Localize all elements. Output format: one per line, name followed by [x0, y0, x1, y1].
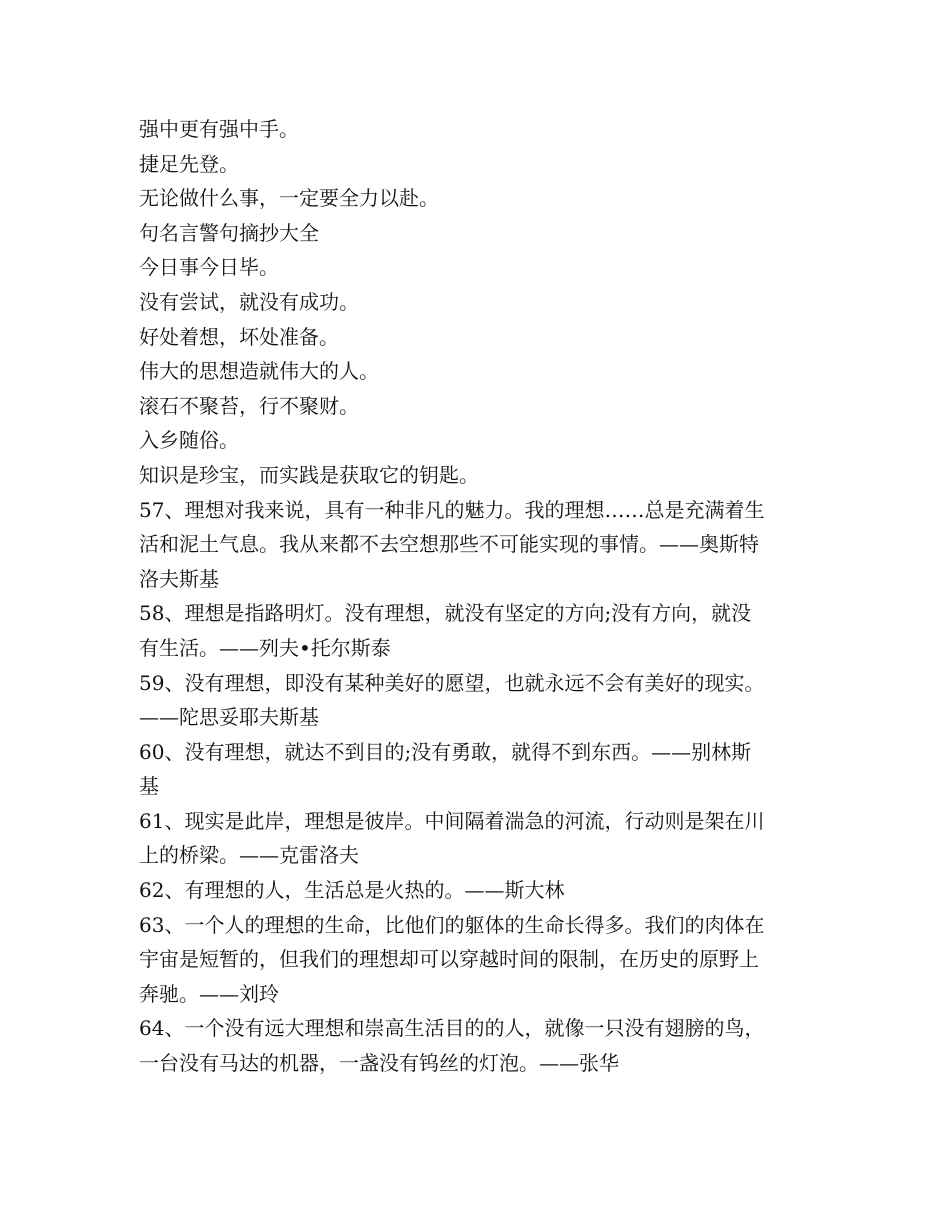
quote-64-line: 一台没有马达的机器，一盏没有钨丝的灯泡。——张华	[139, 1051, 619, 1076]
quote-58-line: 有生活。——列夫•托尔斯泰	[139, 635, 391, 660]
quote-59-line: 59、没有理想，即没有某种美好的愿望，也就永远不会有美好的现实。	[139, 670, 765, 695]
quote-59-line: ——陀思妥耶夫斯基	[139, 705, 319, 730]
text-line: 无论做什么事，一定要全力以赴。	[139, 186, 439, 211]
quote-61-line: 上的桥梁。——克雷洛夫	[139, 843, 359, 868]
text-line: 强中更有强中手。	[139, 117, 299, 141]
quote-57-line: 洛夫斯基	[139, 566, 219, 591]
quote-63-line: 宇宙是短暂的，但我们的理想却可以穿越时间的限制，在历史的原野上	[139, 947, 759, 972]
quote-58-line: 58、理想是指路明灯。没有理想，就没有坚定的方向;没有方向，就没	[139, 601, 752, 626]
text-line: 好处着想，坏处准备。	[139, 324, 339, 349]
text-line: 没有尝试，就没有成功。	[139, 289, 359, 314]
text-line: 捷足先登。	[139, 151, 239, 176]
text-line: 滚石不聚苔，行不聚财。	[139, 393, 359, 418]
quote-63-line: 奔驰。——刘玲	[139, 981, 279, 1006]
quote-61-line: 61、现实是此岸，理想是彼岸。中间隔着湍急的河流，行动则是架在川	[139, 808, 765, 833]
quote-57-line: 57、理想对我来说，具有一种非凡的魅力。我的理想……总是充满着生	[139, 497, 765, 522]
text-line: 今日事今日毕。	[139, 255, 279, 280]
document-body	[139, 112, 814, 1081]
quote-62-line: 62、有理想的人，生活总是火热的。——斯大林	[139, 878, 565, 903]
text-line: 入乡随俗。	[139, 428, 239, 453]
quote-57-line: 活和泥土气息。我从来都不去空想那些不可能实现的事情。——奥斯特	[139, 532, 759, 557]
section-heading: 句名言警句摘抄大全	[139, 220, 319, 245]
text-line: 知识是珍宝，而实践是获取它的钥匙。	[139, 462, 479, 487]
quote-64-line: 64、一个没有远大理想和崇高生活目的的人，就像一只没有翅膀的鸟，	[139, 1016, 765, 1041]
text-line: 伟大的思想造就伟大的人。	[139, 359, 379, 384]
quote-63-line: 63、一个人的理想的生命，比他们的躯体的生命长得多。我们的肉体在	[139, 912, 765, 937]
quote-60-line: 60、没有理想，就达不到目的;没有勇敢，就得不到东西。——别林斯	[139, 739, 752, 764]
quote-60-line: 基	[139, 774, 159, 799]
